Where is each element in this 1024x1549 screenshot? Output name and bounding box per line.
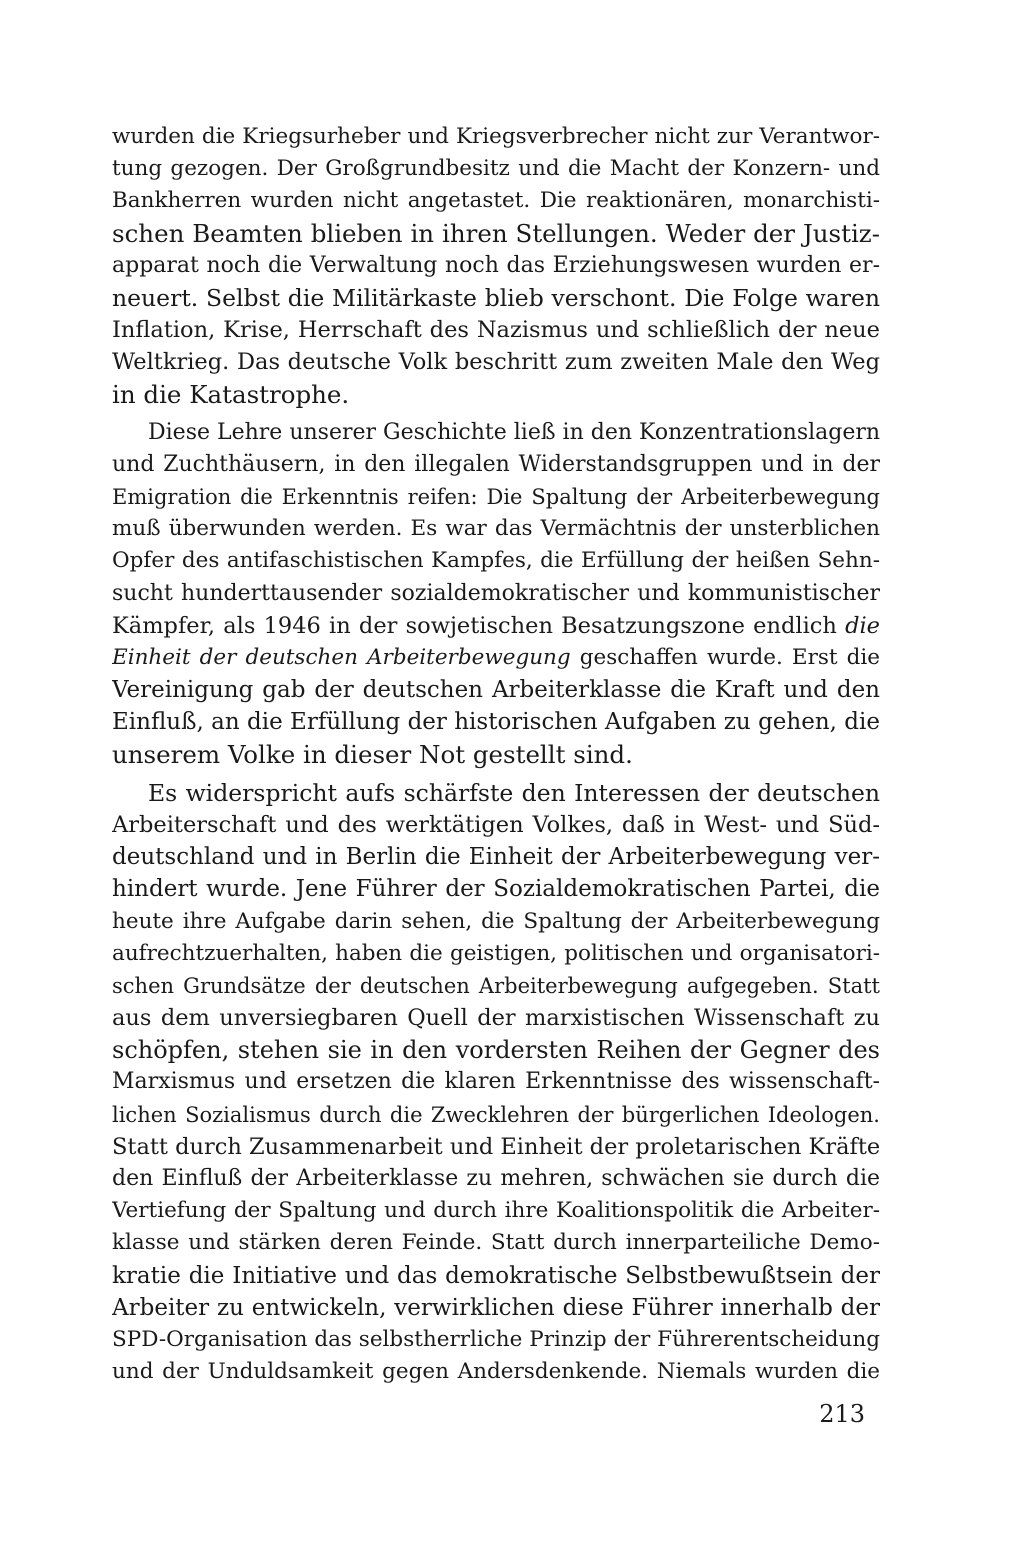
text-line: Emigration die Erkenntnis reifen: Die Spaltung der Arbeiterbewegung bbox=[112, 485, 880, 510]
text-line: schen Grundsätze der deutschen Arbeiterbewegung aufgegeben. Statt bbox=[112, 973, 880, 998]
text-line: Opfer des antifaschistischen Kampfes, die Erfüllung der heißen Sehn- bbox=[112, 548, 880, 574]
italic-text: die bbox=[845, 612, 880, 639]
text-line: und der Unduldsamkeit gegen Andersdenkende. Niemals wurden die bbox=[112, 1359, 880, 1385]
text-line: Weltkrieg. Das deutsche Volk beschritt zum zweiten Male den Weg bbox=[112, 349, 880, 376]
text-line: Es widerspricht aufs schärfste den Interessen der deutschen bbox=[148, 778, 880, 807]
text-line: Einfluß, an die Erfüllung der historischen Aufgaben zu gehen, die bbox=[112, 709, 880, 736]
text-line: schöpfen, stehen sie in den vordersten Reihen der Gegner des bbox=[112, 1036, 880, 1065]
text-line: klasse und stärken deren Feinde. Statt durch innerparteiliche Demo- bbox=[112, 1230, 880, 1256]
text-line: Bankherren wurden nicht angetastet. Die reaktionären, monarchisti- bbox=[112, 188, 880, 214]
text-line: lichen Sozialismus durch die Zwecklehren der bürgerlichen Ideologen. bbox=[112, 1102, 880, 1127]
text-run: Kämpfer, als 1946 in der sowjetischen Besatzungszone endlich bbox=[112, 612, 837, 639]
text-line: Inflation, Krise, Herrschaft des Nazismus und schließlich der neue bbox=[112, 317, 880, 344]
text-line: apparat noch die Verwaltung noch das Erziehungswesen wurden er- bbox=[112, 252, 880, 278]
text-line: muß überwunden werden. Es war das Vermächtnis der unsterblichen bbox=[112, 516, 880, 542]
body-text bbox=[112, 121, 880, 1388]
text-line: und Zuchthäusern, in den illegalen Widerstandsgruppen und in der bbox=[112, 451, 880, 477]
text-line: heute ihre Aufgabe darin sehen, die Spaltung der Arbeiterbewegung bbox=[112, 908, 880, 934]
text-run: geschaffen wurde. Erst die bbox=[579, 645, 880, 670]
text-line: Marxismus und ersetzen die klaren Erkenntnisse des wissenschaft- bbox=[112, 1069, 880, 1095]
text-line: unserem Volke in dieser Not gestellt sind. bbox=[112, 739, 633, 769]
text-line: in die Katastrophe. bbox=[112, 379, 350, 409]
text-line: SPD-Organisation das selbstherrliche Prinzip der Führerentscheidung bbox=[112, 1326, 880, 1352]
text-line: Arbeiterschaft und des werktätigen Volkes, daß in West- und Süd- bbox=[112, 811, 880, 838]
text-line: aufrechtzuerhalten, haben die geistigen, politischen und organisatori- bbox=[112, 940, 880, 966]
text-line: Vereinigung gab der deutschen Arbeiterklasse die Kraft und den bbox=[112, 677, 880, 704]
text-line: sucht hunderttausender sozialdemokratischer und kommunistischer bbox=[112, 580, 880, 606]
page-number: 213 bbox=[819, 1400, 865, 1428]
text-line: hindert wurde. Jene Führer der Sozialdemokratischen Partei, die bbox=[112, 876, 880, 903]
text-line: deutschland und in Berlin die Einheit der Arbeiterbewegung ver- bbox=[112, 844, 880, 871]
text-line: tung gezogen. Der Großgrundbesitz und die Macht der Konzern- und bbox=[112, 156, 880, 182]
text-line: Vertiefung der Spaltung und durch ihre Koalitionspolitik die Arbeiter- bbox=[112, 1198, 880, 1224]
text-line: schen Beamten blieben in ihren Stellungen. Weder der Justiz- bbox=[112, 218, 880, 248]
italic-text: Einheit der deutschen Arbeiterbewegung bbox=[112, 645, 571, 670]
text-line bbox=[112, 610, 880, 642]
text-line bbox=[112, 642, 880, 674]
text-line: Statt durch Zusammenarbeit und Einheit der proletarischen Kräfte bbox=[112, 1133, 880, 1160]
text-line: kratie die Initiative und das demokratische Selbstbewußtsein der bbox=[112, 1262, 880, 1289]
text-line: den Einfluß der Arbeiterklasse zu mehren, schwächen sie durch die bbox=[112, 1166, 880, 1191]
text-line: Diese Lehre unserer Geschichte ließ in den Konzentrationslagern bbox=[148, 419, 880, 445]
text-line: Arbeiter zu entwickeln, verwirklichen diese Führer innerhalb der bbox=[112, 1294, 880, 1321]
text-line: neuert. Selbst die Militärkaste blieb verschont. Die Folge waren bbox=[112, 283, 880, 312]
text-line: wurden die Kriegsurheber und Kriegsverbrecher nicht zur Verantwor- bbox=[112, 124, 880, 149]
text-line: aus dem unversiegbaren Quell der marxistischen Wissenschaft zu bbox=[112, 1005, 880, 1032]
